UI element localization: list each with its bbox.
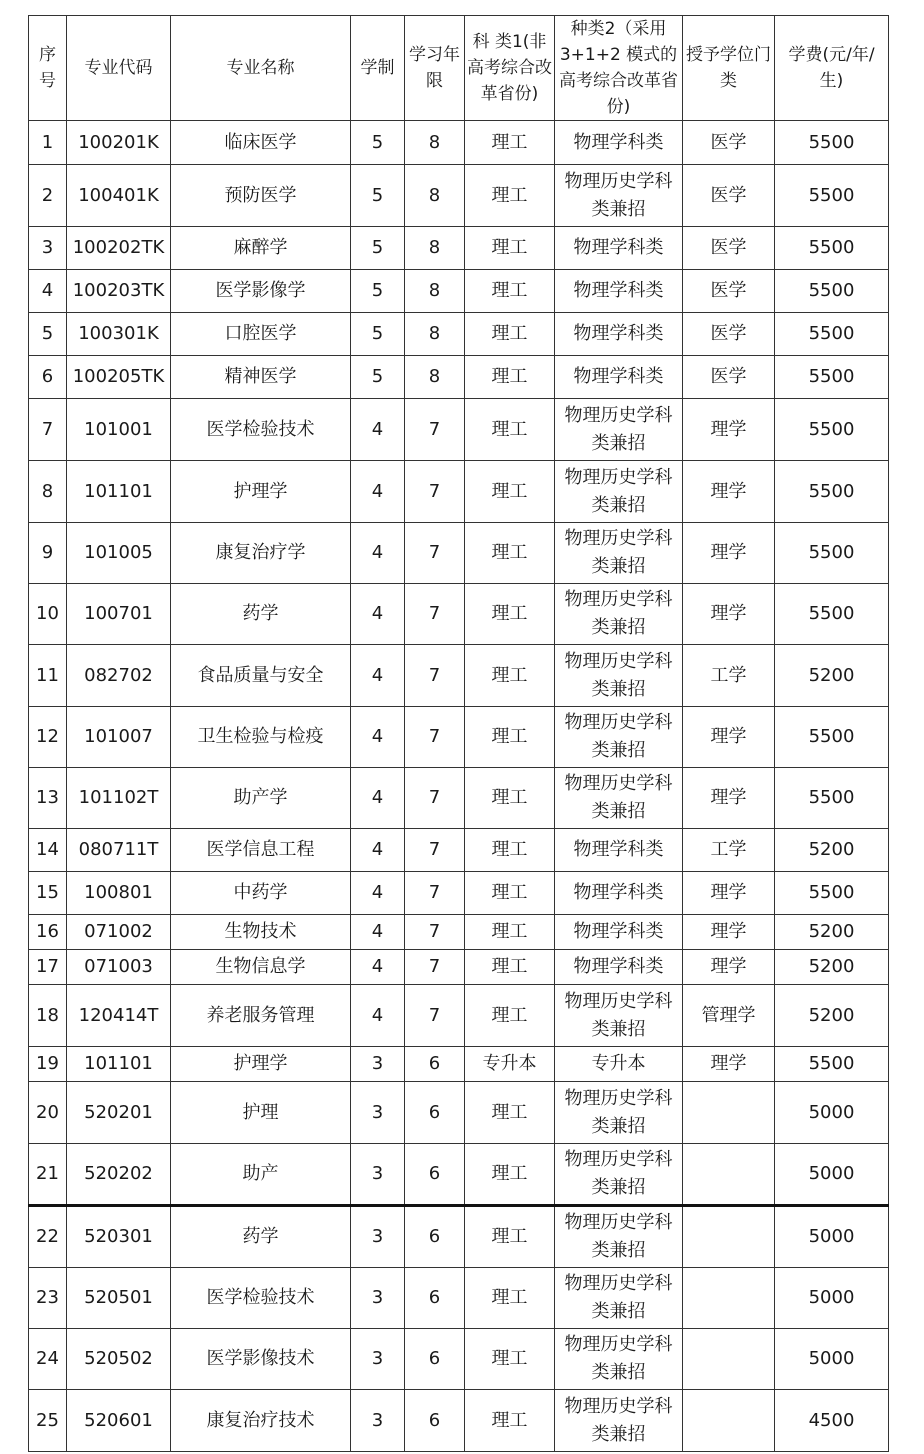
cell-category1: 理工 xyxy=(465,1268,555,1329)
cell-name: 康复治疗学 xyxy=(171,523,351,584)
cell-category2: 物理历史学科类兼招 xyxy=(555,523,683,584)
cell-code: 101102T xyxy=(67,768,171,829)
cell-index: 16 xyxy=(29,915,67,950)
cell-category2: 物理学科类 xyxy=(555,270,683,313)
cell-index: 10 xyxy=(29,584,67,645)
cell-fee: 5500 xyxy=(775,872,889,915)
cell-code: 101001 xyxy=(67,399,171,461)
cell-duration: 3 xyxy=(351,1082,405,1144)
cell-study-limit: 6 xyxy=(405,1329,465,1390)
cell-name: 医学检验技术 xyxy=(171,1268,351,1329)
cell-degree: 理学 xyxy=(683,950,775,985)
cell-degree: 医学 xyxy=(683,165,775,227)
cell-code: 100301K xyxy=(67,313,171,356)
cell-code: 101005 xyxy=(67,523,171,584)
cell-fee: 5200 xyxy=(775,645,889,707)
table-row xyxy=(29,121,889,165)
cell-fee: 5000 xyxy=(775,1329,889,1390)
table-row xyxy=(29,1206,889,1268)
cell-name: 医学影像学 xyxy=(171,270,351,313)
cell-category1: 理工 xyxy=(465,270,555,313)
cell-degree: 理学 xyxy=(683,584,775,645)
cell-code: 520601 xyxy=(67,1390,171,1452)
table-row xyxy=(29,985,889,1047)
table-row xyxy=(29,356,889,399)
cell-index: 21 xyxy=(29,1144,67,1206)
table-row xyxy=(29,523,889,584)
cell-name: 预防医学 xyxy=(171,165,351,227)
cell-fee: 5500 xyxy=(775,461,889,523)
header-category2: 种类2（采用3+1+2 模式的高考综合改革省份) xyxy=(555,16,683,121)
cell-fee: 5500 xyxy=(775,768,889,829)
cell-index: 3 xyxy=(29,227,67,270)
cell-fee: 5500 xyxy=(775,165,889,227)
table-row xyxy=(29,1390,889,1452)
header-fee: 学费(元/年/生) xyxy=(775,16,889,121)
cell-study-limit: 7 xyxy=(405,985,465,1047)
cell-category2: 物理历史学科类兼招 xyxy=(555,461,683,523)
cell-category1: 理工 xyxy=(465,165,555,227)
cell-fee: 5500 xyxy=(775,313,889,356)
cell-category1: 理工 xyxy=(465,829,555,872)
cell-fee: 5500 xyxy=(775,121,889,165)
cell-duration: 4 xyxy=(351,584,405,645)
cell-degree: 医学 xyxy=(683,227,775,270)
table-row xyxy=(29,165,889,227)
cell-category1: 理工 xyxy=(465,950,555,985)
cell-category1: 理工 xyxy=(465,645,555,707)
cell-duration: 3 xyxy=(351,1047,405,1082)
cell-study-limit: 7 xyxy=(405,915,465,950)
cell-code: 071002 xyxy=(67,915,171,950)
cell-degree xyxy=(683,1268,775,1329)
cell-category2: 物理历史学科类兼招 xyxy=(555,584,683,645)
cell-name: 麻醉学 xyxy=(171,227,351,270)
cell-study-limit: 6 xyxy=(405,1047,465,1082)
cell-study-limit: 8 xyxy=(405,356,465,399)
cell-duration: 3 xyxy=(351,1329,405,1390)
cell-code: 071003 xyxy=(67,950,171,985)
table-row xyxy=(29,1082,889,1144)
cell-name: 药学 xyxy=(171,1206,351,1268)
cell-name: 药学 xyxy=(171,584,351,645)
cell-category2: 物理学科类 xyxy=(555,121,683,165)
cell-fee: 5200 xyxy=(775,829,889,872)
cell-category1: 理工 xyxy=(465,1082,555,1144)
cell-code: 120414T xyxy=(67,985,171,1047)
cell-category1: 理工 xyxy=(465,1329,555,1390)
cell-study-limit: 7 xyxy=(405,829,465,872)
cell-code: 101101 xyxy=(67,461,171,523)
cell-category1: 理工 xyxy=(465,227,555,270)
cell-category2: 物理历史学科类兼招 xyxy=(555,165,683,227)
cell-index: 13 xyxy=(29,768,67,829)
cell-degree: 管理学 xyxy=(683,985,775,1047)
cell-name: 助产 xyxy=(171,1144,351,1206)
cell-duration: 4 xyxy=(351,399,405,461)
cell-study-limit: 7 xyxy=(405,399,465,461)
cell-index: 22 xyxy=(29,1206,67,1268)
cell-degree: 理学 xyxy=(683,872,775,915)
cell-duration: 5 xyxy=(351,227,405,270)
cell-category2: 物理学科类 xyxy=(555,227,683,270)
cell-index: 23 xyxy=(29,1268,67,1329)
table-row xyxy=(29,227,889,270)
cell-name: 生物信息学 xyxy=(171,950,351,985)
cell-category2: 物理历史学科类兼招 xyxy=(555,707,683,768)
cell-degree xyxy=(683,1390,775,1452)
cell-name: 食品质量与安全 xyxy=(171,645,351,707)
table-row xyxy=(29,768,889,829)
cell-duration: 4 xyxy=(351,768,405,829)
cell-duration: 3 xyxy=(351,1268,405,1329)
header-code: 专业代码 xyxy=(67,16,171,121)
header-duration: 学制 xyxy=(351,16,405,121)
cell-category1: 理工 xyxy=(465,121,555,165)
cell-name: 护理学 xyxy=(171,1047,351,1082)
table-row xyxy=(29,399,889,461)
cell-duration: 3 xyxy=(351,1390,405,1452)
cell-category1: 专升本 xyxy=(465,1047,555,1082)
cell-code: 101007 xyxy=(67,707,171,768)
cell-name: 康复治疗技术 xyxy=(171,1390,351,1452)
cell-category1: 理工 xyxy=(465,313,555,356)
cell-code: 100701 xyxy=(67,584,171,645)
cell-study-limit: 6 xyxy=(405,1144,465,1206)
cell-duration: 3 xyxy=(351,1144,405,1206)
cell-study-limit: 7 xyxy=(405,707,465,768)
cell-index: 12 xyxy=(29,707,67,768)
cell-degree: 理学 xyxy=(683,707,775,768)
cell-duration: 5 xyxy=(351,313,405,356)
cell-index: 18 xyxy=(29,985,67,1047)
cell-duration: 4 xyxy=(351,829,405,872)
cell-category2: 物理历史学科类兼招 xyxy=(555,1206,683,1268)
cell-category2: 物理历史学科类兼招 xyxy=(555,1390,683,1452)
cell-fee: 5000 xyxy=(775,1268,889,1329)
cell-index: 20 xyxy=(29,1082,67,1144)
cell-category2: 物理历史学科类兼招 xyxy=(555,399,683,461)
table-row xyxy=(29,829,889,872)
cell-category2: 物理历史学科类兼招 xyxy=(555,1082,683,1144)
cell-name: 护理 xyxy=(171,1082,351,1144)
cell-category2: 物理历史学科类兼招 xyxy=(555,1268,683,1329)
cell-category2: 物理学科类 xyxy=(555,313,683,356)
table-row xyxy=(29,270,889,313)
cell-fee: 5500 xyxy=(775,270,889,313)
table-body xyxy=(29,121,889,1452)
table-row xyxy=(29,950,889,985)
cell-study-limit: 8 xyxy=(405,270,465,313)
cell-code: 520502 xyxy=(67,1329,171,1390)
cell-index: 2 xyxy=(29,165,67,227)
cell-category2: 物理学科类 xyxy=(555,950,683,985)
header-name: 专业名称 xyxy=(171,16,351,121)
cell-name: 口腔医学 xyxy=(171,313,351,356)
cell-duration: 4 xyxy=(351,985,405,1047)
major-table xyxy=(28,15,889,1452)
cell-study-limit: 7 xyxy=(405,523,465,584)
cell-category2: 物理学科类 xyxy=(555,872,683,915)
cell-category1: 理工 xyxy=(465,356,555,399)
cell-study-limit: 8 xyxy=(405,165,465,227)
cell-fee: 5000 xyxy=(775,1206,889,1268)
cell-degree: 理学 xyxy=(683,523,775,584)
cell-degree: 理学 xyxy=(683,915,775,950)
cell-degree: 理学 xyxy=(683,768,775,829)
cell-study-limit: 8 xyxy=(405,121,465,165)
cell-code: 520202 xyxy=(67,1144,171,1206)
table-row xyxy=(29,1144,889,1206)
cell-study-limit: 6 xyxy=(405,1390,465,1452)
cell-index: 8 xyxy=(29,461,67,523)
cell-name: 医学信息工程 xyxy=(171,829,351,872)
cell-study-limit: 7 xyxy=(405,872,465,915)
cell-index: 14 xyxy=(29,829,67,872)
cell-fee: 5500 xyxy=(775,1047,889,1082)
cell-study-limit: 6 xyxy=(405,1268,465,1329)
cell-degree: 医学 xyxy=(683,313,775,356)
cell-duration: 4 xyxy=(351,461,405,523)
cell-fee: 5000 xyxy=(775,1082,889,1144)
cell-study-limit: 8 xyxy=(405,227,465,270)
cell-study-limit: 7 xyxy=(405,461,465,523)
cell-name: 临床医学 xyxy=(171,121,351,165)
cell-study-limit: 7 xyxy=(405,645,465,707)
cell-duration: 4 xyxy=(351,915,405,950)
cell-code: 520201 xyxy=(67,1082,171,1144)
cell-index: 7 xyxy=(29,399,67,461)
cell-index: 4 xyxy=(29,270,67,313)
header-category1: 科 类1(非高考综合改革省份) xyxy=(465,16,555,121)
cell-category2: 物理历史学科类兼招 xyxy=(555,768,683,829)
cell-index: 5 xyxy=(29,313,67,356)
cell-fee: 5200 xyxy=(775,950,889,985)
cell-code: 520301 xyxy=(67,1206,171,1268)
cell-code: 100203TK xyxy=(67,270,171,313)
cell-category2: 物理历史学科类兼招 xyxy=(555,1329,683,1390)
cell-category1: 理工 xyxy=(465,768,555,829)
cell-study-limit: 6 xyxy=(405,1206,465,1268)
table-row xyxy=(29,584,889,645)
cell-category1: 理工 xyxy=(465,1390,555,1452)
header-degree: 授予学位门类 xyxy=(683,16,775,121)
cell-degree xyxy=(683,1082,775,1144)
cell-code: 101101 xyxy=(67,1047,171,1082)
cell-code: 082702 xyxy=(67,645,171,707)
cell-name: 养老服务管理 xyxy=(171,985,351,1047)
cell-degree: 医学 xyxy=(683,356,775,399)
table-row xyxy=(29,707,889,768)
cell-category1: 理工 xyxy=(465,399,555,461)
cell-category1: 理工 xyxy=(465,523,555,584)
cell-fee: 5200 xyxy=(775,915,889,950)
cell-fee: 5500 xyxy=(775,227,889,270)
cell-code: 100205TK xyxy=(67,356,171,399)
cell-duration: 4 xyxy=(351,645,405,707)
cell-index: 1 xyxy=(29,121,67,165)
cell-degree: 医学 xyxy=(683,270,775,313)
table-row xyxy=(29,1047,889,1082)
cell-degree xyxy=(683,1206,775,1268)
cell-fee: 5000 xyxy=(775,1144,889,1206)
cell-code: 520501 xyxy=(67,1268,171,1329)
table-row xyxy=(29,645,889,707)
cell-code: 100201K xyxy=(67,121,171,165)
cell-name: 护理学 xyxy=(171,461,351,523)
table-row xyxy=(29,872,889,915)
cell-name: 中药学 xyxy=(171,872,351,915)
cell-category2: 物理学科类 xyxy=(555,356,683,399)
cell-degree xyxy=(683,1329,775,1390)
cell-study-limit: 6 xyxy=(405,1082,465,1144)
cell-duration: 4 xyxy=(351,523,405,584)
cell-index: 15 xyxy=(29,872,67,915)
cell-index: 11 xyxy=(29,645,67,707)
cell-category1: 理工 xyxy=(465,985,555,1047)
cell-category1: 理工 xyxy=(465,707,555,768)
cell-fee: 5500 xyxy=(775,707,889,768)
cell-fee: 5500 xyxy=(775,584,889,645)
table-row xyxy=(29,1268,889,1329)
cell-duration: 4 xyxy=(351,872,405,915)
cell-fee: 5500 xyxy=(775,399,889,461)
cell-code: 100801 xyxy=(67,872,171,915)
cell-code: 080711T xyxy=(67,829,171,872)
cell-degree: 工学 xyxy=(683,829,775,872)
cell-study-limit: 7 xyxy=(405,584,465,645)
cell-index: 9 xyxy=(29,523,67,584)
cell-duration: 5 xyxy=(351,121,405,165)
cell-index: 24 xyxy=(29,1329,67,1390)
table-row xyxy=(29,915,889,950)
header-row xyxy=(29,16,889,121)
cell-category2: 专升本 xyxy=(555,1047,683,1082)
cell-name: 卫生检验与检疫 xyxy=(171,707,351,768)
cell-fee: 5200 xyxy=(775,985,889,1047)
table-row xyxy=(29,1329,889,1390)
cell-study-limit: 7 xyxy=(405,950,465,985)
cell-index: 6 xyxy=(29,356,67,399)
cell-index: 25 xyxy=(29,1390,67,1452)
cell-duration: 5 xyxy=(351,356,405,399)
cell-code: 100401K xyxy=(67,165,171,227)
cell-category2: 物理学科类 xyxy=(555,915,683,950)
cell-degree: 理学 xyxy=(683,461,775,523)
cell-degree: 理学 xyxy=(683,1047,775,1082)
cell-duration: 4 xyxy=(351,950,405,985)
cell-name: 助产学 xyxy=(171,768,351,829)
header-study-limit: 学习年限 xyxy=(405,16,465,121)
cell-name: 医学影像技术 xyxy=(171,1329,351,1390)
cell-degree xyxy=(683,1144,775,1206)
cell-fee: 5500 xyxy=(775,356,889,399)
cell-fee: 5500 xyxy=(775,523,889,584)
cell-duration: 5 xyxy=(351,165,405,227)
cell-study-limit: 8 xyxy=(405,313,465,356)
cell-index: 17 xyxy=(29,950,67,985)
cell-duration: 5 xyxy=(351,270,405,313)
cell-name: 医学检验技术 xyxy=(171,399,351,461)
cell-category1: 理工 xyxy=(465,915,555,950)
header-index: 序号 xyxy=(29,16,67,121)
cell-duration: 3 xyxy=(351,1206,405,1268)
cell-category1: 理工 xyxy=(465,461,555,523)
cell-degree: 理学 xyxy=(683,399,775,461)
cell-category1: 理工 xyxy=(465,1206,555,1268)
cell-fee: 4500 xyxy=(775,1390,889,1452)
table-row xyxy=(29,313,889,356)
cell-category2: 物理历史学科类兼招 xyxy=(555,985,683,1047)
cell-category2: 物理历史学科类兼招 xyxy=(555,645,683,707)
cell-code: 100202TK xyxy=(67,227,171,270)
cell-category1: 理工 xyxy=(465,584,555,645)
cell-category1: 理工 xyxy=(465,1144,555,1206)
cell-study-limit: 7 xyxy=(405,768,465,829)
cell-index: 19 xyxy=(29,1047,67,1082)
cell-duration: 4 xyxy=(351,707,405,768)
cell-degree: 医学 xyxy=(683,121,775,165)
cell-name: 精神医学 xyxy=(171,356,351,399)
cell-name: 生物技术 xyxy=(171,915,351,950)
table-row xyxy=(29,461,889,523)
cell-category2: 物理学科类 xyxy=(555,829,683,872)
cell-degree: 工学 xyxy=(683,645,775,707)
cell-category1: 理工 xyxy=(465,872,555,915)
cell-category2: 物理历史学科类兼招 xyxy=(555,1144,683,1206)
